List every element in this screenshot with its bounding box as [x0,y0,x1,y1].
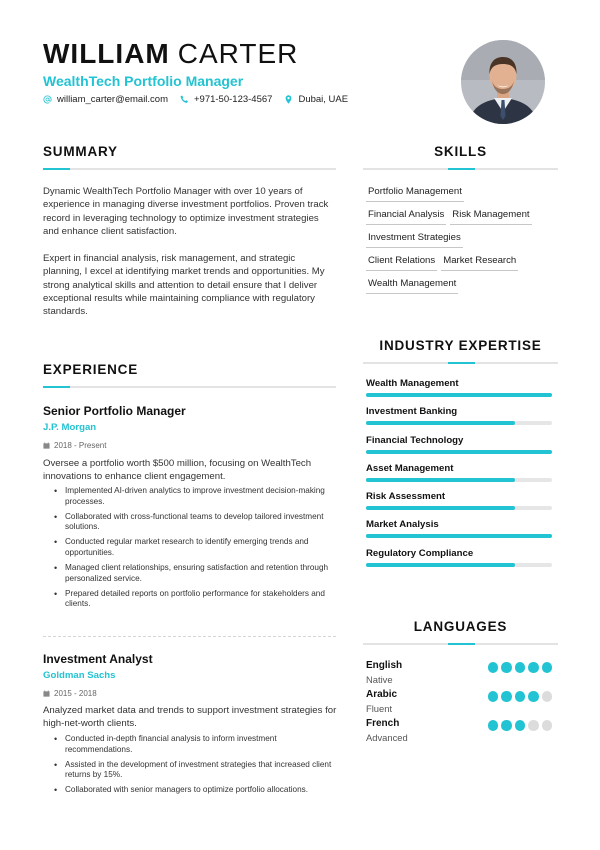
rating-dot [501,691,512,702]
experience-rule [43,386,336,388]
expertise-name: Market Analysis [366,519,439,531]
language-rating [488,662,553,673]
rating-dot [515,662,526,673]
expertise-bar [366,393,552,397]
rating-dot [515,720,526,731]
expertise-item [366,548,552,576]
language-rating [488,691,553,702]
job-bullets [54,734,339,801]
language-rating [488,720,553,731]
expertise-bar [366,421,552,425]
rating-dot [488,691,499,702]
profile-photo [461,40,545,124]
languages-title: LANGUAGES [413,619,508,634]
language-name: English [366,660,403,671]
expertise-name: Risk Assessment [366,491,446,503]
expertise-item [366,378,552,406]
expertise-item [366,406,552,434]
skill-tag: Market Research [441,253,518,271]
expertise-bar [366,506,552,510]
language-level: Native [366,674,393,685]
job-dates-text: 2018 - Present [54,441,107,450]
expertise-fill [366,534,552,538]
experience-title: EXPERIENCE [43,362,139,377]
rating-dot [528,720,539,731]
expertise-fill [366,478,515,482]
rating-dot [528,662,539,673]
company-name: J.P. Morgan [43,422,97,433]
list-item: • Collaborated with senior managers to optimize portfolio allocations. [54,785,339,796]
expertise-bar [366,450,552,454]
list-item: • Collaborated with cross-functional teams to develop tailored investment solutions. [54,512,339,533]
language-name: Arabic [366,689,398,700]
language-name: French [366,718,400,729]
list-item: • Conducted regular market research to identify emerging trends and opportunities. [54,537,339,558]
job-dates [43,689,97,698]
languages-list [366,660,554,747]
skill-tag: Portfolio Management [366,184,464,202]
job-bullets [54,486,339,614]
expertise-title: INDUSTRY EXPERTISE [379,338,542,353]
calendar-icon [43,690,50,697]
language-level: Fluent [366,703,393,714]
expertise-rule [363,362,558,364]
expertise-name: Wealth Management [366,378,459,389]
calendar-icon [43,442,50,449]
expertise-item [366,435,552,463]
rating-dot [542,720,553,731]
location-text: Dubai, UAE [298,94,349,105]
rating-dot [542,691,553,702]
expertise-item [366,519,552,547]
last-name: CARTER [177,38,299,69]
expertise-bar [366,534,552,538]
language-item [366,660,554,689]
expertise-name: Regulatory Compliance [366,547,474,559]
skills-rule [363,168,558,170]
rating-dot [501,720,512,731]
at-icon [43,95,52,104]
expertise-fill [366,393,552,397]
expertise-bar [366,563,552,567]
list-item: • Managed client relationships, ensuring satisfaction and retention through personalized service. [54,563,339,584]
contact-phone[interactable] [180,94,272,105]
expertise-fill [366,450,552,454]
email-text: william_carter@email.com [57,94,168,105]
summary-title: SUMMARY [43,144,118,159]
map-pin-icon [284,95,293,104]
summary-rule [43,168,336,170]
list-item: • Conducted in-depth financial analysis to inform investment recommendations. [54,734,339,755]
expertise-fill [366,506,515,510]
language-item [366,718,554,747]
job-title: Senior Portfolio Manager [43,404,186,418]
job-role: WealthTech Portfolio Manager [43,73,244,89]
skills-list [366,184,558,299]
expertise-name: Asset Management [366,462,454,474]
skill-tag: Risk Management [450,207,531,225]
skill-tag: Investment Strategies [366,230,463,248]
skill-tag: Client Relations [366,253,437,271]
expertise-name: Financial Technology [366,434,464,446]
expertise-bar [366,478,552,482]
list-item: • Assisted in the development of investment strategies that increased client returns by 15%. [54,760,339,781]
expertise-fill [366,421,515,425]
expertise-item [366,463,552,491]
language-level: Advanced [366,732,408,743]
job-divider [43,636,336,637]
job-description: Oversee a portfolio worth $500 million, focusing on WealthTech innovations to enhance client engagement. [43,458,312,482]
language-item [366,689,554,718]
rating-dot [542,662,553,673]
skill-tag: Financial Analysis [366,207,446,225]
rating-dot [515,691,526,702]
expertise-list [366,378,552,576]
expertise-fill [366,563,515,567]
job-dates-text: 2015 - 2018 [54,689,97,698]
rating-dot [488,662,499,673]
first-name: WILLIAM [43,38,170,69]
rating-dot [528,691,539,702]
phone-icon [180,95,189,104]
job-title: Investment Analyst [43,652,153,666]
languages-rule [363,643,558,645]
job-dates [43,441,106,450]
candidate-name [43,38,298,70]
contact-email[interactable] [43,94,168,105]
phone-text: +971-50-123-4567 [194,94,273,105]
contact-bar [43,94,348,105]
summary-paragraph-2: Expert in financial analysis, risk management, and strategic planning, I excel at identifying market trends and opportunities. My strong analytical skills and attention to detail ensure that I deliver exceptional results while maintaining compliance with regulatory standards. [43,253,325,318]
job-description: Analyzed market data and trends to support investment strategies for high-net-worth clients. [43,705,337,729]
rating-dot [501,662,512,673]
expertise-item [366,491,552,519]
rating-dot [488,720,499,731]
summary-paragraph-1: Dynamic WealthTech Portfolio Manager with over 10 years of experience in managing diverse investment portfolios. Proven track record in leveraging technology to optimize investment strategies and enhance client satisfaction. [43,186,329,237]
expertise-name: Investment Banking [366,406,458,418]
contact-location [284,94,348,105]
skill-tag: Wealth Management [366,276,458,294]
list-item: • Implemented AI-driven analytics to improve investment decision-making processes. [54,486,339,507]
company-name: Goldman Sachs [43,670,116,681]
skills-title: SKILLS [434,144,487,159]
list-item: • Prepared detailed reports on portfolio performance for stakeholders and clients. [54,589,339,610]
